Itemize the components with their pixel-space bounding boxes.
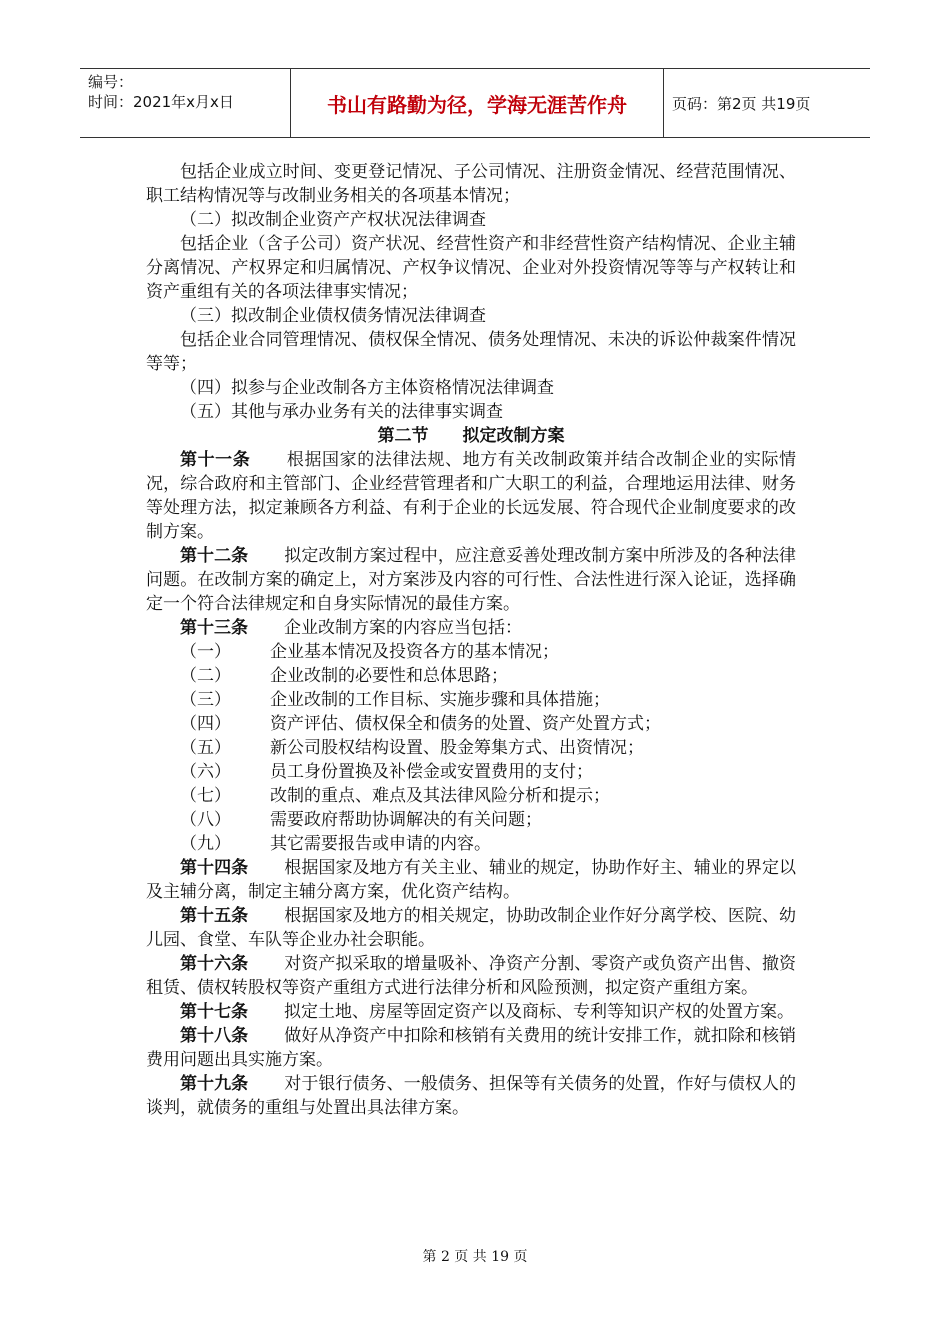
article-text: 拟定改制方案过程中，应注意妥善处理改制方案中所涉及的各种法律问题。在改制方案的确定上，对方案涉及内容的可行性、合法性进行深入论证，选择确定一个符合法律规定和自身实际情况的最佳方案。	[146, 546, 797, 614]
serial-label: 编号：	[88, 73, 134, 91]
article-17	[146, 1000, 796, 1024]
subheading: （二）拟改制企业资产产权状况法律调查	[180, 210, 486, 230]
article-label: 第十五条	[180, 906, 249, 926]
list-item: （四） 资产评估、债权保全和债务的处置、资产处置方式；	[180, 714, 661, 734]
article-label: 第十一条	[180, 450, 251, 470]
article-text: 拟定土地、房屋等固定资产以及商标、专利等知识产权的处置方案。	[284, 1002, 794, 1022]
list-item: （八） 需要政府帮助协调解决的有关问题；	[180, 810, 542, 830]
article-16	[146, 952, 796, 1000]
article-text: 根据国家及地方的相关规定，协助改制企业作好分离学校、医院、幼儿园、食堂、车队等企业办社会职能。	[146, 906, 797, 950]
page-footer: 第 2 页 共 19 页	[422, 1249, 528, 1265]
article-18	[146, 1024, 796, 1072]
paragraph: 包括企业合同管理情况、债权保全情况、债务处理情况、未决的诉讼仲裁案件情况等等；	[146, 330, 796, 374]
header-meta	[80, 69, 291, 137]
document-body	[146, 160, 796, 1120]
list-item: （三） 企业改制的工作目标、实施步骤和具体措施；	[180, 690, 610, 710]
date-label: 时间：2021年x月x日	[88, 93, 234, 111]
list-item: （九） 其它需要报告或申请的内容。	[180, 834, 491, 854]
article-label: 第十二条	[180, 546, 249, 566]
subheading: （五）其他与承办业务有关的法律事实调查	[180, 402, 503, 422]
paragraph: 包括企业成立时间、变更登记情况、子公司情况、注册资金情况、经营范围情况、职工结构情况等与改制业务相关的各项基本情况；	[146, 162, 796, 206]
article-12	[146, 544, 796, 616]
article-text: 根据国家及地方有关主业、辅业的规定，协助作好主、辅业的界定以及主辅分离，制定主辅分离方案，优化资产结构。	[146, 858, 797, 902]
article-13	[146, 616, 796, 640]
article-label: 第十九条	[180, 1074, 249, 1094]
article-label: 第十八条	[180, 1026, 249, 1046]
article-label: 第十六条	[180, 954, 249, 974]
article-11	[146, 448, 796, 544]
subheading: （三）拟改制企业债权债务情况法律调查	[180, 306, 486, 326]
list-item: （一） 企业基本情况及投资各方的基本情况；	[180, 642, 559, 662]
article-text: 对于银行债务、一般债务、担保等有关债务的处置，作好与债权人的谈判，就债务的重组与处置出具法律方案。	[146, 1074, 797, 1118]
article-text: 根据国家的法律法规、地方有关改制政策并结合改制企业的实际情况，综合政府和主管部门、企业经营管理者和广大职工的利益，合理地运用法律、财务等处理方法，拟定兼顾各方利益、有利于企业的长远发展、符合现代企业制度要求的改制方案。	[146, 450, 797, 542]
page-header	[80, 68, 870, 138]
list-item: （六） 员工身份置换及补偿金或安置费用的支付；	[180, 762, 593, 782]
list-item: （五） 新公司股权结构设置、股金筹集方式、出资情况；	[180, 738, 644, 758]
header-motto: 书山有路勤为径，学海无涯苦作舟	[291, 69, 664, 137]
section-title: 第二节 拟定改制方案	[377, 426, 565, 446]
article-label: 第十七条	[180, 1002, 248, 1022]
plan-content-list	[146, 640, 796, 856]
article-text: 企业改制方案的内容应当包括：	[284, 618, 522, 638]
header-page-label: 页码：第2页 共19页	[672, 94, 811, 113]
article-14	[146, 856, 796, 904]
paragraph: 包括企业（含子公司）资产状况、经营性资产和非经营性资产结构情况、企业主辅分离情况、产权界定和归属情况、产权争议情况、企业对外投资情况等等与产权转让和资产重组有关的各项法律事实情况；	[146, 234, 796, 302]
article-label: 第十三条	[180, 618, 248, 638]
article-label: 第十四条	[180, 858, 249, 878]
subheading: （四）拟参与企业改制各方主体资格情况法律调查	[180, 378, 554, 398]
list-item: （二） 企业改制的必要性和总体思路；	[180, 666, 508, 686]
article-text: 对资产拟采取的增量吸补、净资产分割、零资产或负资产出售、撤资租赁、债权转股权等资产重组方式进行法律分析和风险预测，拟定资产重组方案。	[146, 954, 797, 998]
article-text: 做好从净资产中扣除和核销有关费用的统计安排工作，就扣除和核销费用问题出具实施方案。	[146, 1026, 797, 1070]
article-19	[146, 1072, 796, 1120]
article-15	[146, 904, 796, 952]
list-item: （七） 改制的重点、难点及其法律风险分析和提示；	[180, 786, 610, 806]
